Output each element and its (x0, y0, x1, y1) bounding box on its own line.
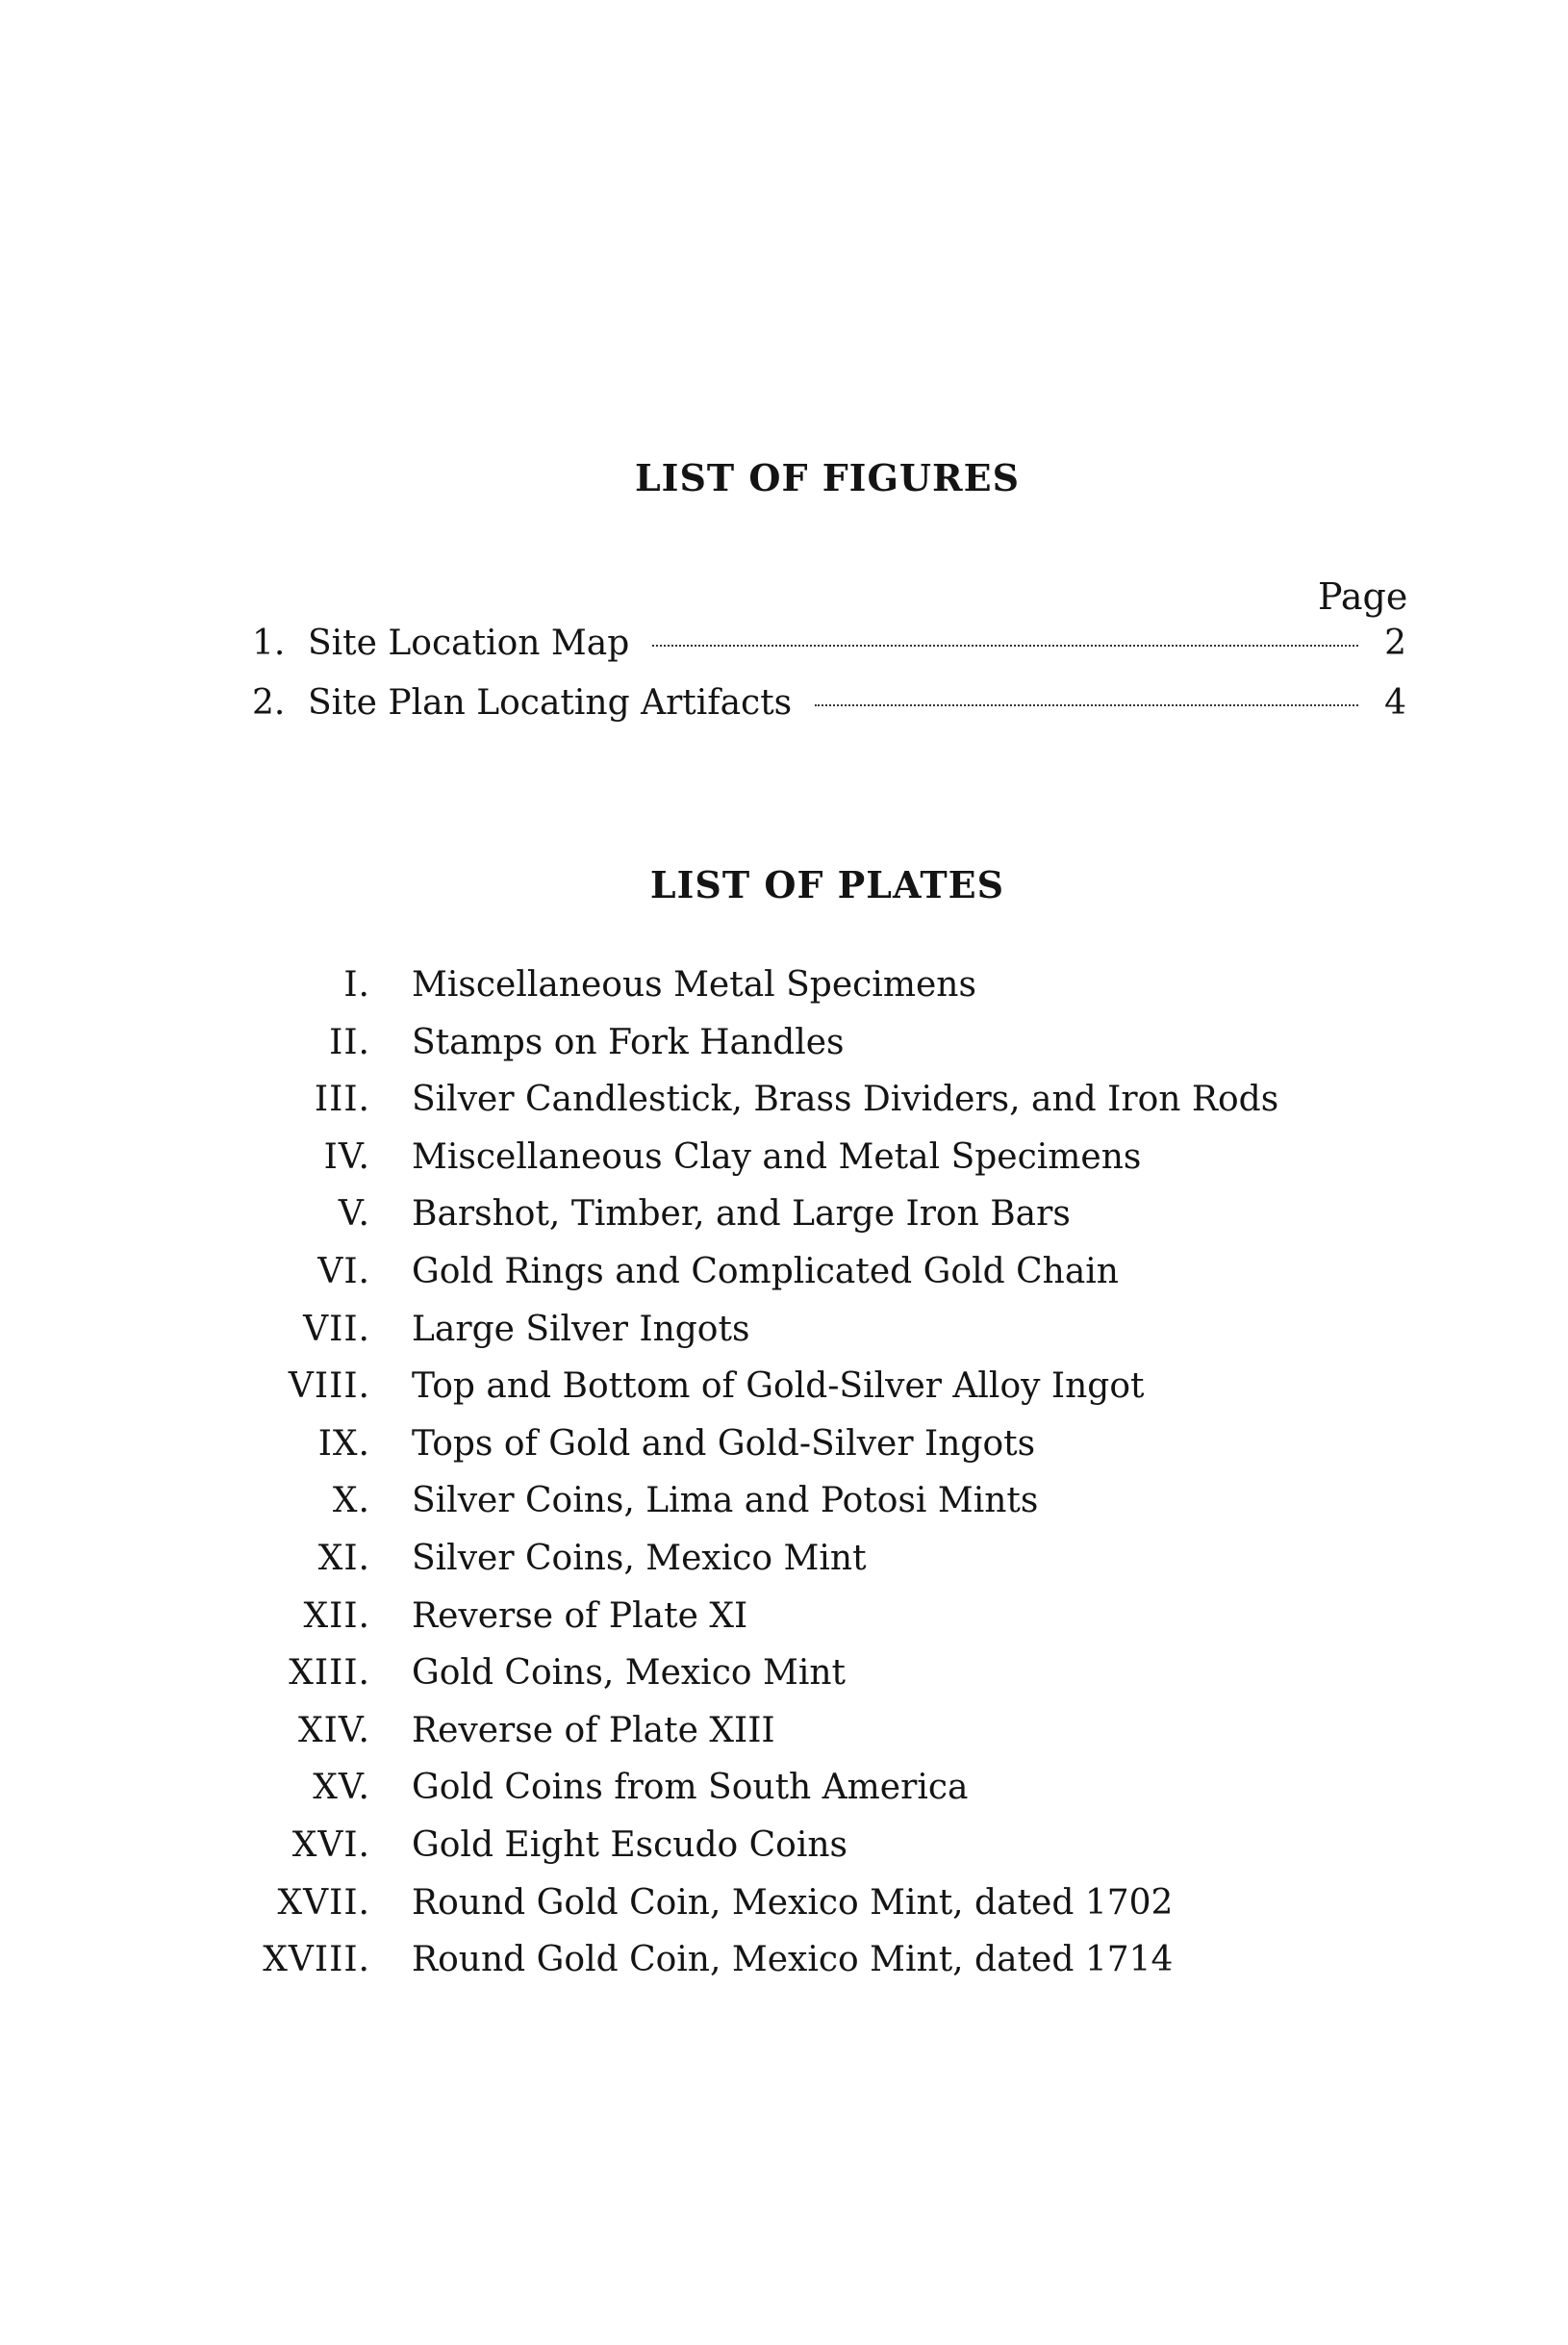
figures-list (252, 624, 1406, 743)
plate-number: II. (329, 1022, 370, 1062)
dot-leader (815, 704, 1358, 706)
plate-title: Reverse of Plate XI (412, 1595, 748, 1636)
plate-entry (231, 1252, 1337, 1310)
plate-number: VII. (303, 1309, 370, 1349)
plate-entry (231, 1596, 1337, 1654)
plate-title: Round Gold Coin, Mexico Mint, dated 1702 (412, 1882, 1174, 1923)
plate-entry (231, 1481, 1337, 1539)
figure-entry (252, 624, 1406, 683)
plate-number: XI. (317, 1538, 370, 1578)
plate-entry (231, 1137, 1337, 1195)
figure-number: 2. (252, 683, 286, 723)
plate-title: Reverse of Plate XIII (412, 1710, 775, 1750)
dot-leader (652, 645, 1358, 647)
plate-title: Miscellaneous Clay and Metal Specimens (412, 1136, 1142, 1177)
plate-entry (231, 1883, 1337, 1941)
plate-number: XIII. (289, 1653, 370, 1694)
plate-title: Miscellaneous Metal Specimens (412, 965, 976, 1005)
plate-entry (231, 1424, 1337, 1482)
plate-title: Gold Coins, Mexico Mint (412, 1653, 847, 1694)
plate-title: Silver Coins, Mexico Mint (412, 1538, 867, 1578)
plate-entry (231, 1080, 1337, 1137)
plate-number: IX. (317, 1423, 370, 1464)
figure-title: Site Plan Locating Artifacts (308, 683, 793, 723)
list-of-figures-heading: LIST OF FIGURES (634, 456, 1021, 499)
plate-number: VI. (317, 1251, 370, 1291)
plate-number: XVI. (291, 1824, 370, 1865)
plate-number: IV. (323, 1136, 370, 1177)
figure-title: Site Location Map (308, 624, 630, 663)
plate-title: Gold Eight Escudo Coins (412, 1824, 848, 1865)
plate-entry (231, 1940, 1337, 1998)
plate-number: XIV. (298, 1710, 370, 1750)
plate-number: XV. (313, 1768, 370, 1808)
list-of-plates-heading: LIST OF PLATES (649, 863, 1005, 906)
plate-entry (231, 1768, 1337, 1825)
plate-entry (231, 965, 1337, 1023)
plate-entry (231, 1023, 1337, 1081)
plate-number: XII. (303, 1595, 370, 1636)
plate-number: XVIII. (263, 1940, 370, 1980)
plate-title: Silver Candlestick, Brass Dividers, and Iron Rods (412, 1080, 1279, 1120)
plate-number: V. (338, 1194, 370, 1235)
plate-title: Top and Bottom of Gold-Silver Alloy Ingot (412, 1366, 1145, 1407)
figure-page-number: 2 (1384, 624, 1406, 663)
figure-page-number: 4 (1384, 683, 1406, 723)
plate-entry (231, 1539, 1337, 1596)
plate-number: VIII. (288, 1366, 370, 1407)
plate-entry (231, 1310, 1337, 1367)
figure-number: 1. (252, 624, 286, 663)
page-column-label: Page (1318, 575, 1408, 618)
plate-number: X. (332, 1481, 370, 1521)
plate-entry (231, 1194, 1337, 1252)
plate-title: Stamps on Fork Handles (412, 1022, 845, 1062)
plate-entry (231, 1653, 1337, 1711)
plate-title: Gold Coins from South America (412, 1768, 969, 1808)
plate-number: I. (343, 965, 370, 1005)
figure-entry (252, 683, 1406, 743)
plate-title: Large Silver Ingots (412, 1309, 750, 1349)
plate-title: Tops of Gold and Gold-Silver Ingots (412, 1423, 1036, 1464)
plates-list (231, 965, 1337, 1998)
plate-title: Silver Coins, Lima and Potosi Mints (412, 1481, 1039, 1521)
plate-number: III. (314, 1080, 370, 1120)
plate-title: Gold Rings and Complicated Gold Chain (412, 1251, 1119, 1291)
plate-number: XVII. (277, 1882, 370, 1923)
plate-entry (231, 1366, 1337, 1424)
plate-title: Round Gold Coin, Mexico Mint, dated 1714 (412, 1940, 1174, 1980)
plate-entry (231, 1711, 1337, 1769)
plate-title: Barshot, Timber, and Large Iron Bars (412, 1194, 1071, 1235)
plate-entry (231, 1825, 1337, 1883)
